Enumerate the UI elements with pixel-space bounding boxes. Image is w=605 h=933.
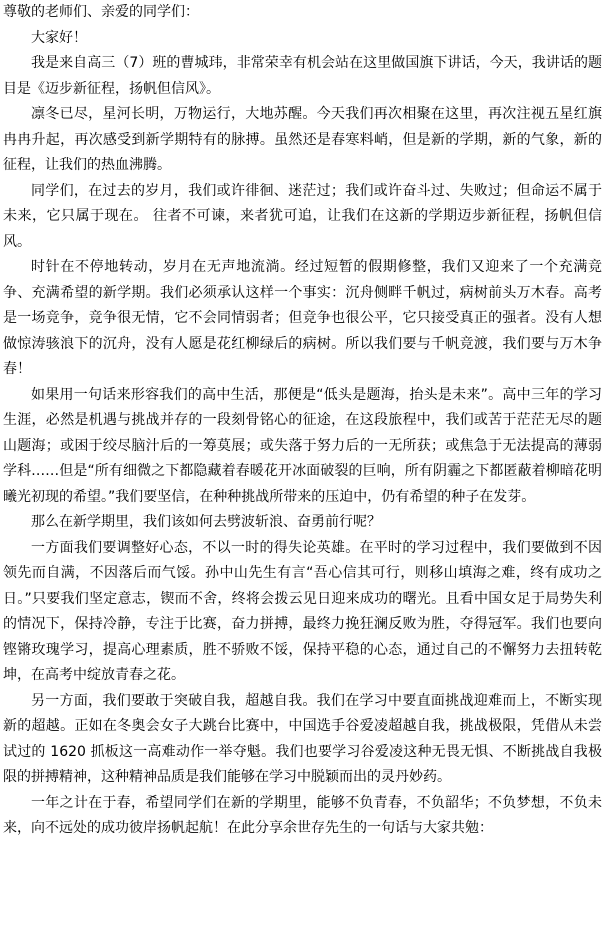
paragraph-question: 那么在新学期里，我们该如何去劈波斩浪、奋勇前行呢？ [31, 514, 381, 530]
paragraph-competition: 时针在不停地转动，岁月在无声地流淌。经过短暂的假期修整，我们又迎来了一个充满竞争、充满希望的新学期。我们必须承认这样一个事实：沉舟侧畔千帆过，病树前头万木春。高考是一场竞争，竞争很无情，它不会同情弱者；但竞争也很公平，它只接受真正的强者。没有人想做惊涛骇浪下的沉舟，没有人愿是花红柳绿后的病树。所以我们要与千帆竞渡，我们要与万木争春！ [3, 259, 602, 377]
paragraph-breakthrough: 另一方面，我们要敢于突破自我，超越自我。我们在学习中要直面挑战迎难而上，不断实现新的超越。正如在冬奥会女子大跳台比赛中，中国选手谷爱凌超越自我，挑战极限，凭借从未尝试过的 1620 抓板这一高难动作一举夺魁。我们也要学习谷爱凌这种无畏无惧、不断挑战自我极限的拼搏精神，这种精神品质是我们能够在学习中脱颖而出的灵丹妙药。 [3, 692, 602, 785]
paragraph-mindset: 一方面我们要调整好心态，不以一时的得失论英雄。在平时的学习过程中，我们要做到不因领先而自满，不因落后而气馁。孙中山先生有言“吾心信其可行，则移山填海之难，终有成功之日。”只要我们坚定意志，锲而不舍，终将会拨云见日迎来成功的曙光。且看中国女足于局势失利的情况下，保持冷静，专注于比赛，奋力拼搏，最终力挽狂澜反败为胜，夺得冠军。我们也要向铿锵玫瑰学习，提高心理素质，胜不骄败不馁，保持平稳的心态，通过自己的不懈努力去扭转乾坤，在高考中绽放青春之花。 [3, 539, 602, 683]
paragraph-introduction: 我是来自高三（7）班的曹城玮，非常荣幸有机会站在这里做国旗下讲话，今天，我讲话的题目是《迈步新征程，扬帆但信风》。 [3, 55, 602, 97]
salutation: 尊敬的老师们、亲爱的同学们： [3, 4, 199, 20]
paragraph-new-term: 凛冬已尽，星河长明，万物运行，大地苏醒。今天我们再次相聚在这里，再次注视五星红旗冉冉升起，再次感受到新学期特有的脉搏。虽然还是春寒料峭，但是新的学期，新的气象，新的征程，让我们的热血沸腾。 [3, 106, 602, 173]
paragraph-past-and-present: 同学们，在过去的岁月，我们或许徘徊、迷茫过；我们或许奋斗过、失败过；但命运不属于未来，它只属于现在。 往者不可谏，来者犹可追，让我们在这新的学期迈步新征程，扬帆但信风。 [3, 182, 602, 250]
paragraph-high-school-life: 如果用一句话来形容我们的高中生活，那便是“低头是题海，抬头是未来”。高中三年的学习生涯，必然是机遇与挑战并存的一段刻骨铭心的征途，在这段旅程中，我们或苦于茫茫无尽的题山题海；或困于绞尽脑汁后的一筹莫展；或失落于努力后的一无所获；或焦急于无法提高的薄弱学科……但是“所有细微之下都隐藏着春暖花开冰面破裂的巨响，所有阴霾之下都匿蔽着柳暗花明曦光初现的希望。”我们要坚信，在种种挑战所带来的压迫中，仍有希望的种子在发芽。 [3, 386, 602, 505]
paragraph-greeting: 大家好！ [31, 29, 87, 46]
paragraph-closing: 一年之计在于春，希望同学们在新的学期里，能够不负青春，不负韶华；不负梦想，不负未来，向不远处的成功彼岸扬帆起航！在此分享余世存先生的一句话与大家共勉： [3, 794, 602, 836]
